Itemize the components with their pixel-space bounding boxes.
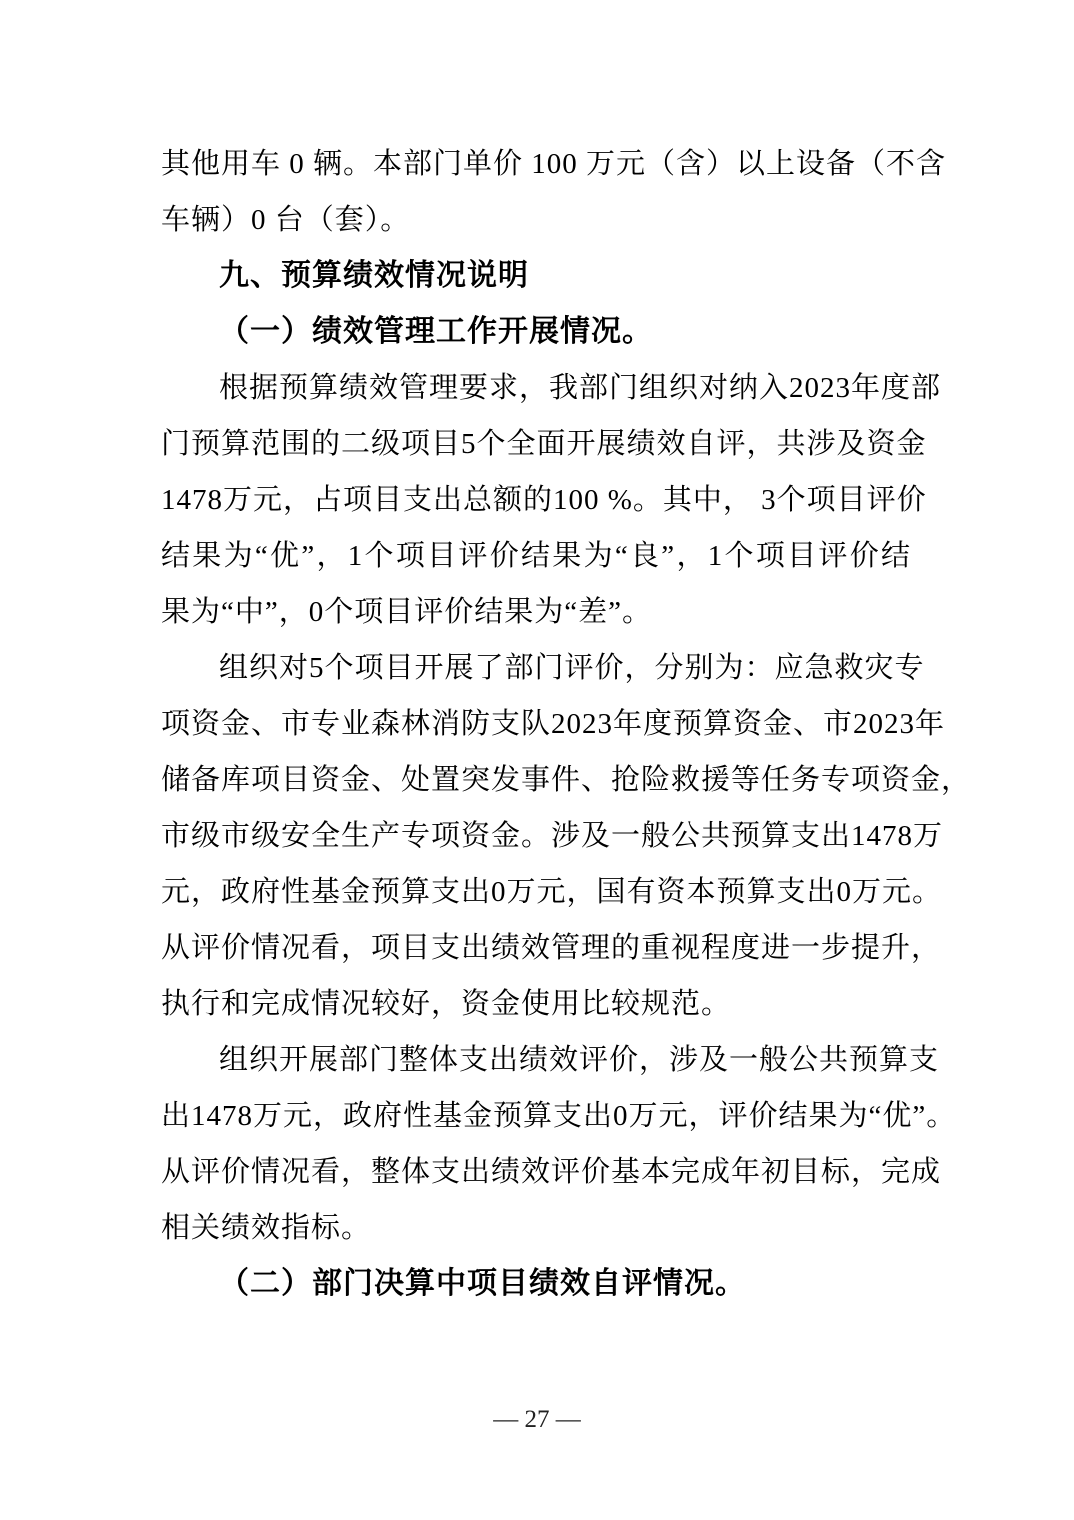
text-line: 执行和完成情况较好，资金使用比较规范。: [161, 988, 732, 1020]
text-line: 1478万元，占项目支出总额的100 %。其中， 3个项目评价: [161, 484, 927, 516]
text-line: 市级市级安全生产专项资金。涉及一般公共预算支出1478万: [161, 820, 944, 852]
text-line: 元，政府性基金预算支出0万元，国有资本预算支出0万元。: [161, 876, 943, 908]
text-line: 从评价情况看，项目支出绩效管理的重视程度进一步提升，: [161, 932, 942, 964]
text-line: 车辆）0 台（套）。: [161, 204, 411, 236]
text-line: 相关绩效指标。: [161, 1212, 372, 1244]
subsection-heading-two: （二）部门决算中项目绩效自评情况。: [219, 1267, 746, 1300]
text-line: 果为“中”，0个项目评价结果为“差”。: [161, 596, 652, 628]
text-line: 根据预算绩效管理要求，我部门组织对纳入2023年度部: [219, 372, 942, 404]
text-line: 从评价情况看，整体支出绩效评价基本完成年初目标，完成: [161, 1156, 942, 1188]
text-line: 组织开展部门整体支出绩效评价，涉及一般公共预算支: [219, 1044, 940, 1076]
subsection-heading-one: （一）绩效管理工作开展情况。: [219, 315, 653, 348]
text-line: 组织对5个项目开展了部门评价，分别为：应急救灾专: [219, 652, 925, 684]
text-line: 门预算范围的二级项目5个全面开展绩效自评，共涉及资金: [161, 428, 927, 460]
text-line: 其他用车 0 辆。本部门单价 100 万元（含）以上设备（不含: [161, 148, 947, 180]
section-heading-nine: 九、预算绩效情况说明: [219, 259, 529, 292]
page-number-footer: — 27 —: [493, 1406, 581, 1433]
document-text-block: [161, 136, 972, 1312]
text-line: 结果为“优”，1个项目评价结果为“良”，1个项目评价结: [161, 540, 911, 572]
text-line: 储备库项目资金、处置突发事件、抢险救援等任务专项资金，: [161, 764, 972, 796]
text-line: 出1478万元，政府性基金预算支出0万元，评价结果为“优”。: [161, 1100, 957, 1132]
text-line: 项资金、市专业森林消防支队2023年度预算资金、市2023年: [161, 708, 946, 740]
